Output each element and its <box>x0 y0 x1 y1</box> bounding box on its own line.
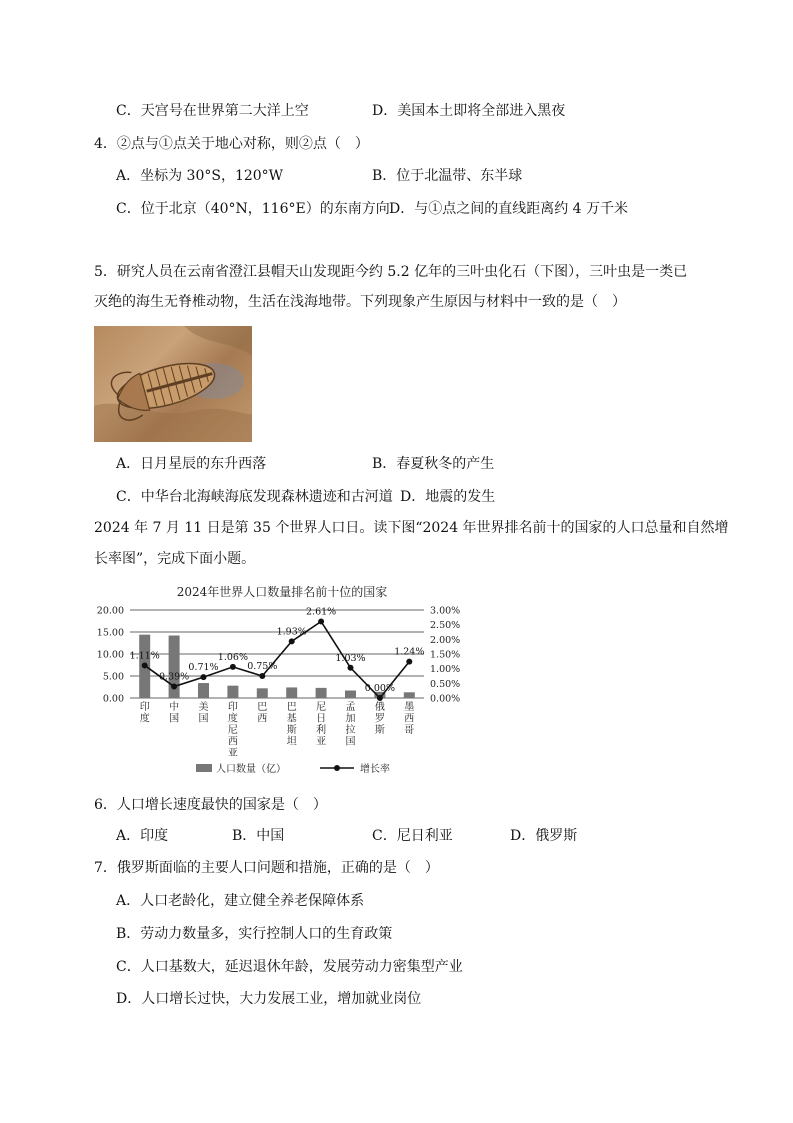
q6-stem: 6．人口增长速度最快的国家是（ ） <box>94 797 327 813</box>
q6-option-d[interactable]: D．俄罗斯 <box>510 828 578 844</box>
population-bar <box>286 687 297 698</box>
q5-option-b[interactable]: B．春夏秋冬的产生 <box>372 456 495 472</box>
category-label: 墨西哥 <box>404 702 415 736</box>
category-label: 印度 <box>139 702 150 725</box>
growth-rate-point <box>259 673 265 679</box>
population-bar <box>316 688 327 698</box>
category-label: 俄罗斯 <box>374 702 385 736</box>
q5-option-a[interactable]: A．日月星辰的东升西落 <box>116 456 267 472</box>
growth-rate-point <box>348 665 354 671</box>
category-label: 中国 <box>169 702 180 725</box>
y-right-tick-label: 0.50% <box>430 678 461 690</box>
population-bar <box>404 692 415 698</box>
category-label: 尼日利亚 <box>316 702 327 748</box>
q4-option-b[interactable]: B．位于北温带、东半球 <box>372 168 523 184</box>
y-right-tick-label: 2.00% <box>430 634 461 646</box>
growth-rate-point <box>142 662 148 668</box>
growth-rate-label: 1.11% <box>129 650 160 662</box>
legend-point-swatch <box>334 765 340 771</box>
population-bar <box>257 688 268 698</box>
category-label: 巴基斯坦 <box>286 702 297 748</box>
category-label: 孟加拉国 <box>345 702 356 748</box>
y-right-tick-label: 0.00% <box>430 693 461 705</box>
growth-rate-point <box>201 674 207 680</box>
growth-rate-label: 0.00% <box>364 683 395 694</box>
population-bar <box>227 686 238 698</box>
growth-rate-point <box>289 638 295 644</box>
q4-option-d[interactable]: D．与①点之间的直线距离约 4 万千米 <box>389 201 629 217</box>
q7-option-b[interactable]: B．劳动力数量多，实行控制人口的生育政策 <box>116 926 393 942</box>
y-left-tick-label: 5.00 <box>102 671 124 683</box>
growth-rate-point <box>171 684 177 690</box>
q4-option-c[interactable]: C．位于北京（40°N，116°E）的东南方向 <box>116 201 390 217</box>
intro-line1: 2024 年 7 月 11 日是第 35 个世界人口日。读下图“2024 年世界排名前十的国家的人口总量和自然增 <box>94 520 729 536</box>
intro-line2: 长率图”，完成下面小题。 <box>94 551 256 567</box>
y-left-tick-label: 10.00 <box>96 649 124 661</box>
category-label: 美国 <box>198 702 209 725</box>
population-bar <box>345 691 356 698</box>
q5-stem-line1: 5．研究人员在云南省澄江县帽天山发现距今约 5.2 亿年的三叶虫化石（下图），三叶虫是一类已 <box>94 264 688 280</box>
q5-option-c[interactable]: C．中华台北海峡海底发现森林遗迹和古河道 <box>116 489 393 505</box>
q3-option-c[interactable]: C．天宫号在世界第二大洋上空 <box>116 103 309 119</box>
trilobite-fossil-image <box>94 326 252 442</box>
growth-rate-label: 0.71% <box>188 662 219 674</box>
growth-rate-point <box>406 659 412 665</box>
legend-label-population: 人口数量（亿） <box>216 764 286 775</box>
growth-rate-point <box>318 618 324 624</box>
q7-option-c[interactable]: C．人口基数大，延迟退休年龄，发展劳动力密集型产业 <box>116 959 463 975</box>
growth-rate-point <box>230 664 236 670</box>
growth-rate-label: 0.39% <box>159 671 190 683</box>
y-right-tick-label: 1.50% <box>430 649 461 661</box>
y-left-tick-label: 15.00 <box>96 627 124 639</box>
q3-option-d[interactable]: D．美国本土即将全部进入黑夜 <box>372 103 566 119</box>
trilobite-fossil-icon <box>94 326 252 442</box>
q4-option-a[interactable]: A．坐标为 30°S，120°W <box>116 168 284 184</box>
q7-option-d[interactable]: D．人口增长过快，大力发展工业，增加就业岗位 <box>116 991 422 1007</box>
q6-option-b[interactable]: B．中国 <box>232 828 285 844</box>
q6-option-c[interactable]: C．尼日利亚 <box>372 828 453 844</box>
q6-option-a[interactable]: A．印度 <box>116 828 169 844</box>
q7-stem: 7．俄罗斯面临的主要人口问题和措施，正确的是（ ） <box>94 860 439 876</box>
growth-rate-label: 1.03% <box>335 652 366 664</box>
population-chart <box>92 580 472 780</box>
population-chart-svg <box>92 580 472 780</box>
growth-rate-label: 0.75% <box>247 661 278 672</box>
y-right-tick-label: 2.50% <box>430 620 461 632</box>
category-label: 印度尼西亚 <box>227 702 238 759</box>
legend-label-growth: 增长率 <box>360 764 390 775</box>
y-right-tick-label: 3.00% <box>430 605 461 617</box>
growth-rate-point <box>377 695 383 701</box>
growth-rate-label: 1.93% <box>276 626 307 638</box>
chart-title: 2024年世界人口数量排名前十位的国家 <box>176 585 388 599</box>
y-right-tick-label: 1.00% <box>430 664 461 676</box>
growth-rate-label: 1.24% <box>394 646 425 658</box>
legend-bar-swatch <box>196 764 212 772</box>
q7-option-a[interactable]: A．人口老龄化，建立健全养老保障体系 <box>116 893 365 909</box>
population-bar <box>198 683 209 698</box>
growth-rate-label: 1.06% <box>217 651 248 663</box>
y-left-tick-label: 0.00 <box>102 693 124 705</box>
q5-option-d[interactable]: D．地震的发生 <box>400 489 496 505</box>
y-left-tick-label: 20.00 <box>96 605 124 617</box>
q4-stem: 4．②点与①点关于地心对称，则②点（ ） <box>94 136 369 152</box>
growth-rate-label: 2.61% <box>306 606 337 618</box>
q5-stem-line2: 灭绝的海生无脊椎动物，生活在浅海地带。下列现象产生原因与材料中一致的是（ ） <box>94 294 626 310</box>
category-label: 巴西 <box>257 702 268 725</box>
